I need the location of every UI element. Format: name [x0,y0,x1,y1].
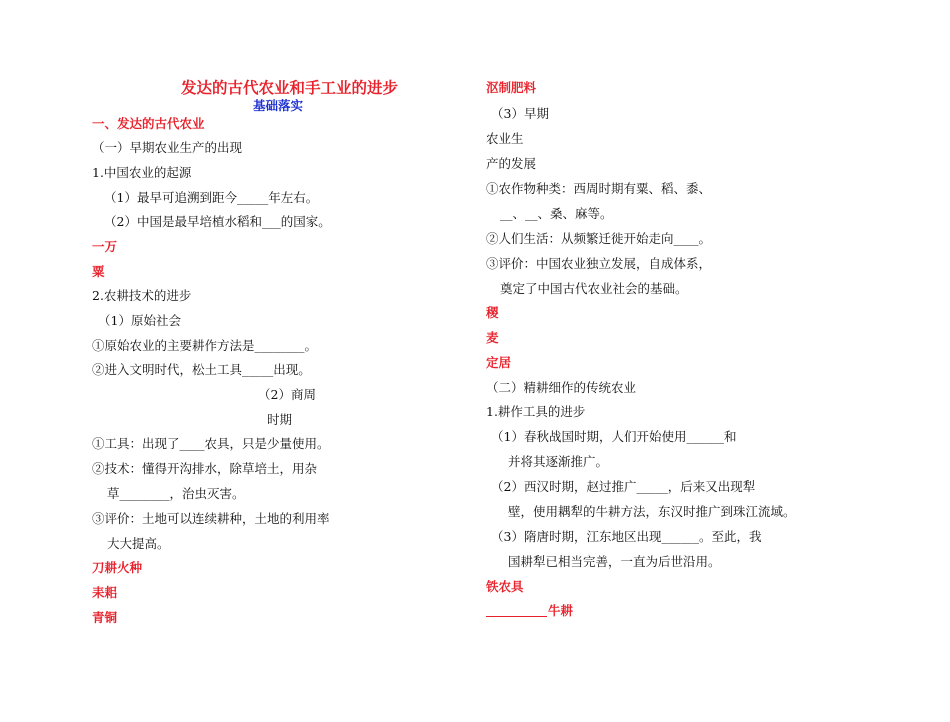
question-line: （2）中国是最早培植水稻和___的国家。 [104,214,331,229]
answer-text: 稷 [486,305,499,320]
answer-text: 牛耕 [548,603,574,618]
question-line: （3）隋唐时期，江东地区出现______。至此，我 [491,529,762,544]
question-line: 并将其逐渐推广。 [508,454,609,469]
question-line: （2）西汉时期，赵过推广_____，后来又出现犁 [491,479,756,494]
subpoint-heading: 时期 [267,412,293,427]
question-line: ③评价：中国农业独立发展，自成体系， [486,256,712,271]
answer-text: 青铜 [92,610,118,625]
question-line: （1）最早可追溯到距今_____年左右。 [104,190,319,205]
answer-text: 一万 [92,239,118,254]
question-line: __、__、桑、麻等。 [500,206,613,221]
subpoint-heading: （3）早期 [491,106,549,121]
point-heading: 2.农耕技术的进步 [92,288,192,303]
answer-underline [486,616,547,617]
answer-text: 麦 [486,330,499,345]
question-line: （1）春秋战国时期，人们开始使用______和 [491,429,737,444]
question-line: ①原始农业的主要耕作方法是________。 [92,338,318,353]
question-line: ②人们生活：从频繁迁徙开始走向____。 [486,231,712,246]
question-line: 草________，治虫灭害。 [107,486,245,501]
section-heading: 一、发达的古代农业 [92,116,205,131]
answer-text: 耒耜 [92,585,118,600]
point-heading: 1.耕作工具的进步 [486,404,586,419]
subpoint-heading: 农业生 [486,131,524,146]
question-line: ③评价：土地可以连续耕种，土地的利用率 [92,511,330,526]
point-heading: 1.中国农业的起源 [92,165,192,180]
document-subtitle: 基础落实 [253,98,304,113]
answer-text: 刀耕火种 [92,560,143,575]
question-line: 国耕犁已相当完善，一直为后世沿用。 [508,554,721,569]
subpoint-heading: （2）商周 [258,387,316,402]
document-title: 发达的古代农业和手工业的进步 [181,78,399,97]
answer-text: 沤制肥料 [486,80,537,95]
question-line: ②技术：懂得开沟排水，除草培土，用杂 [92,461,318,476]
answer-text: 定居 [486,355,512,370]
question-line: ①工具：出现了____农具，只是少量使用。 [92,436,330,451]
question-line: ②进入文明时代，松土工具_____出现。 [92,362,311,377]
question-line: 壁，使用耦犁的牛耕方法，东汉时推广到珠江流域。 [508,504,796,519]
subpoint-heading: 产的发展 [486,156,537,171]
answer-text: 粟 [92,264,105,279]
question-line: 大大提高。 [107,536,170,551]
subpoint-heading: （1）原始社会 [98,313,181,328]
subsection-heading: （二）精耕细作的传统农业 [486,380,637,395]
answer-text: 铁农具 [486,579,524,594]
question-line: 奠定了中国古代农业社会的基础。 [500,281,688,296]
question-line: ①农作物种类：西周时期有粟、稻、黍、 [486,181,712,196]
subsection-heading: （一）早期农业生产的出现 [92,140,243,155]
